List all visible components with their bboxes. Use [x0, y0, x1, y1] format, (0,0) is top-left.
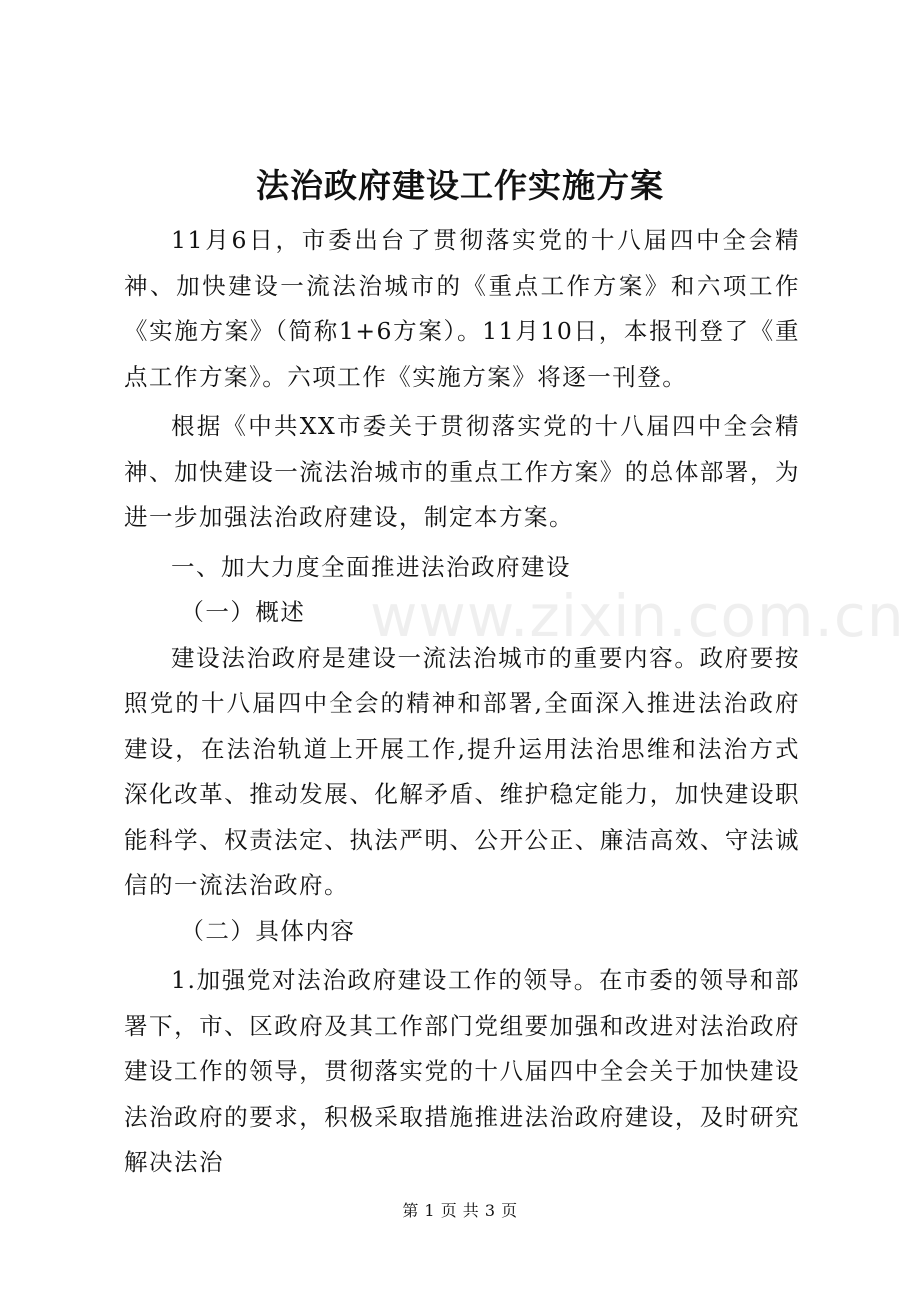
watermark: www.zixin.com.cn	[370, 582, 905, 650]
paragraph-overview: 建设法治政府是建设一流法治城市的重要内容。政府要按照党的十八届四中全会的精神和部署,全面深入推进法治政府建设，在法治轨道上开展工作,提升运用法治思维和法治方式深化改革、推动发展、化解矛盾、维护稳定能力，加快建设职能科学、权责法定、执法严明、公开公正、廉洁高效、守法诚信的一流法治政府。	[124, 643, 800, 899]
page-footer: 第 1 页 共 3 页	[402, 1201, 518, 1220]
document-body	[124, 218, 800, 1186]
paragraph-item-1: 1.加强党对法治政府建设工作的领导。在市委的领导和部署下，市、区政府及其工作部门党组要加强和改进对法治政府建设工作的领导，贯彻落实党的十八届四中全会关于加快建设法治政府的要求，积极采取措施推进法治政府建设，及时研究解决法治	[124, 966, 800, 1176]
subsection-heading-details: （二）具体内容	[180, 916, 356, 945]
document-title: 法治政府建设工作实施方案	[256, 166, 664, 205]
subsection-heading-overview: （一）概述	[180, 598, 306, 626]
section-heading-1: 一、加大力度全面推进法治政府建设	[171, 552, 571, 581]
paragraph-basis: 根据《中共XX市委关于贯彻落实党的十八届四中全会精神、加快建设一流法治城市的重点工作方案》的总体部署，为进一步加强法治政府建设，制定本方案。	[124, 412, 800, 531]
paragraph-intro: 11月6日，市委出台了贯彻落实党的十八届四中全会精神、加快建设一流法治城市的《重点工作方案》和六项工作《实施方案》（简称1+6方案）。11月10日，本报刊登了《重点工作方案》。六项工作《实施方案》将逐一刊登。	[124, 226, 800, 391]
